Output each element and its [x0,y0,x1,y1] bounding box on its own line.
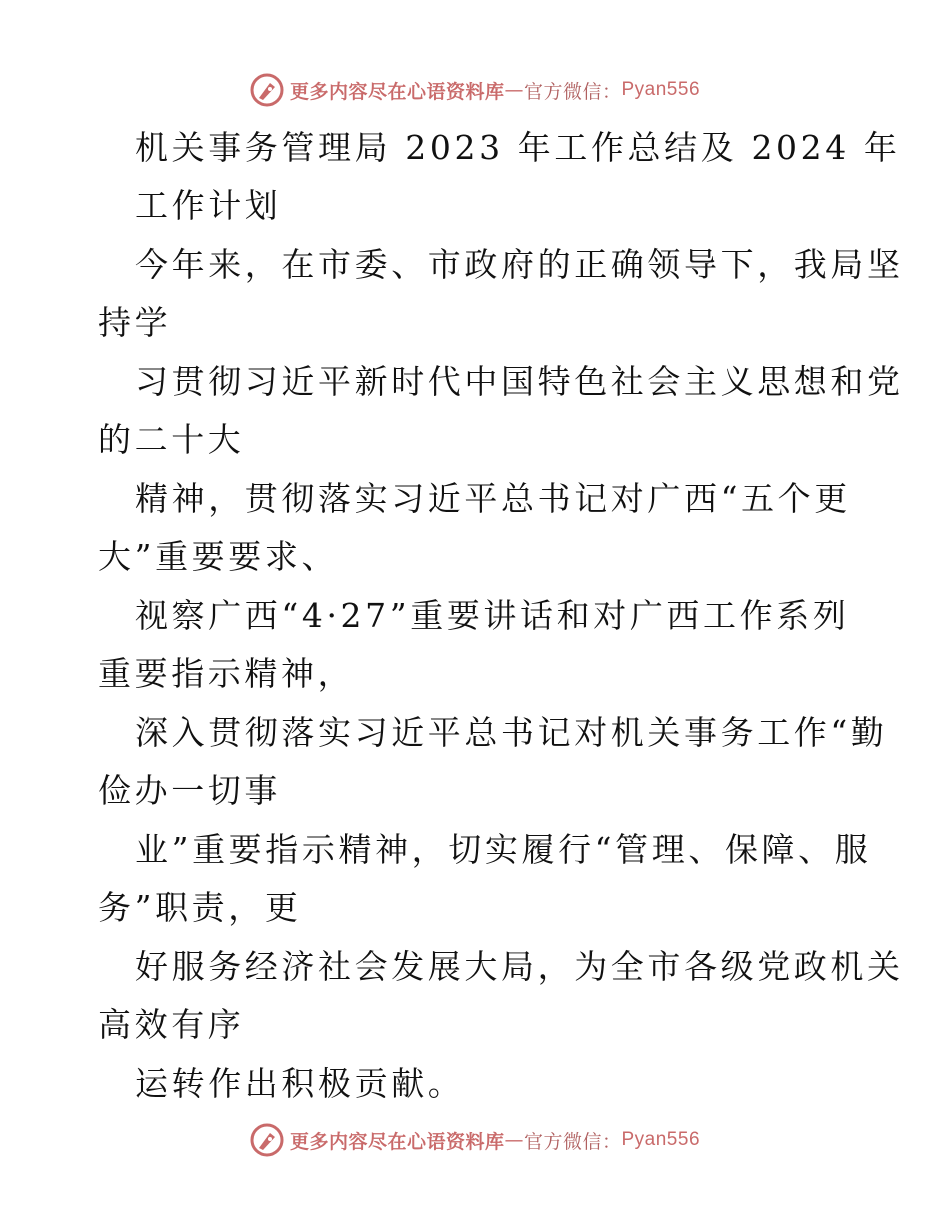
body-line-5: 精神，贯彻落实习近平总书记对广西“五个更 [135,479,851,518]
body-line-13: 好服务经济社会发展大局，为全市各级党政机关 [135,947,904,986]
watermark-wechat-label: 官方微信： [523,80,622,103]
body-line-2: 持学 [98,303,172,342]
body-line-11: 业”重要指示精神，切实履行“管理、保障、服 [135,830,872,869]
body-line-14: 高效有序 [98,1005,245,1044]
body-line-1: 今年来，在市委、市政府的正确领导下，我局坚 [135,245,904,284]
body-line-6: 大”重要要求、 [98,537,339,576]
pen-nib-logo-icon [250,73,284,107]
body-line-10: 俭办一切事 [98,771,281,810]
watermark-wechat-id: Pyan556 [621,1129,701,1150]
document-title-line-1: 机关事务管理局 2023 年工作总结及 2024 年 [135,128,901,167]
document-title-line-2: 工作计划 [135,186,282,225]
watermark-wechat-id: Pyan556 [621,79,701,100]
pen-nib-logo-icon [250,1123,284,1157]
body-line-7: 视察广西“4·27”重要讲话和对广西工作系列 [135,596,850,635]
watermark-site-text: 更多内容尽在心语资料库 [289,80,505,103]
body-line-4: 的二十大 [98,420,245,459]
body-line-15: 运转作出积极贡献。 [135,1064,465,1103]
watermark-site-text: 更多内容尽在心语资料库 [289,1130,505,1153]
watermark-footer [0,1120,950,1160]
body-line-12: 务”职责，更 [98,888,302,927]
watermark-wechat-label: 官方微信： [523,1130,622,1153]
watermark-dash: — [504,1129,524,1151]
watermark-dash: — [504,79,524,101]
body-line-9: 深入贯彻落实习近平总书记对机关事务工作“勤 [135,713,888,752]
body-line-8: 重要指示精神， [98,654,355,693]
watermark-header [0,70,950,110]
body-line-3: 习贯彻习近平新时代中国特色社会主义思想和党 [135,362,904,401]
